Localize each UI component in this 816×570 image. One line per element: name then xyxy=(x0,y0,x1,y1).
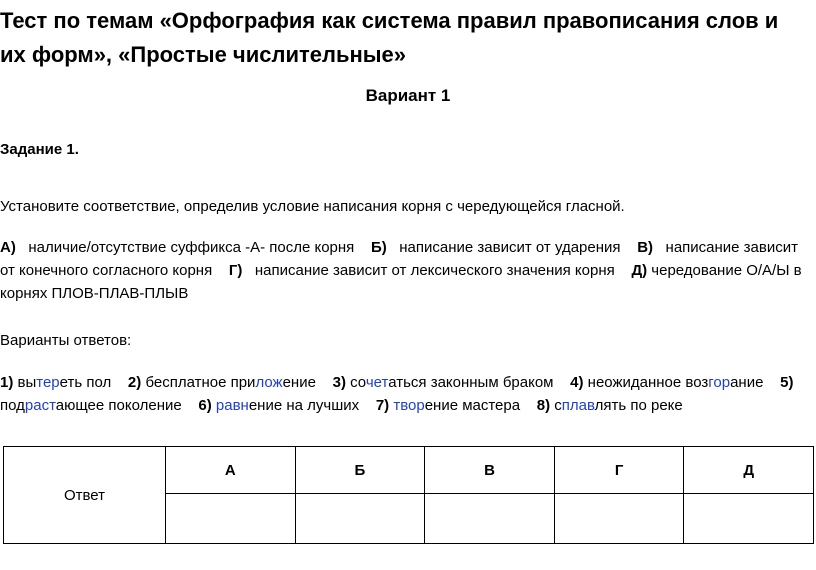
option-suffix: ение на лучших xyxy=(248,397,360,414)
option-root: лож xyxy=(255,374,283,391)
conditions-list xyxy=(0,236,816,305)
option-8 xyxy=(537,397,683,414)
page-title xyxy=(0,4,816,72)
option-suffix: ание xyxy=(730,374,764,391)
option-root: гор xyxy=(708,374,731,391)
option-1 xyxy=(0,374,111,391)
option-suffix: лять по реке xyxy=(594,397,683,414)
option-suffix: аться законным браком xyxy=(388,374,554,391)
condition-text: написание зависит от лексического значения корня xyxy=(254,262,615,279)
condition-letter: В) xyxy=(637,239,654,256)
option-prefix: неожиданное воз xyxy=(587,374,709,391)
title-line-1: Тест по темам «Орфография как система правил правописания слов и xyxy=(0,8,779,33)
column-header-b: Б xyxy=(295,447,425,494)
option-number: 6) xyxy=(198,397,212,414)
answer-cell-v[interactable] xyxy=(425,494,555,544)
option-number: 2) xyxy=(127,374,142,391)
condition-text: чередование О/А/Ы в корнях ПЛОВ-ПЛАВ-ПЛЫВ xyxy=(0,262,802,302)
task-heading: Задание 1. xyxy=(0,141,79,158)
option-2 xyxy=(128,374,316,391)
options-list xyxy=(0,371,816,417)
condition-letter: Г) xyxy=(228,262,243,279)
option-4 xyxy=(570,374,763,391)
option-prefix: со xyxy=(350,374,366,391)
option-suffix: ение мастера xyxy=(424,397,521,414)
option-prefix: с xyxy=(554,397,562,414)
condition-text: написание зависит от ударения xyxy=(399,239,621,256)
answer-cell-g[interactable] xyxy=(554,494,684,544)
answer-cell-a[interactable] xyxy=(166,494,296,544)
condition-b xyxy=(371,239,621,256)
condition-letter: А) xyxy=(0,239,16,256)
option-prefix: вы xyxy=(17,374,37,391)
option-suffix: еть пол xyxy=(59,374,112,391)
option-number: 7) xyxy=(375,397,390,414)
option-number: 8) xyxy=(536,397,551,414)
option-7 xyxy=(376,397,520,414)
option-prefix: под xyxy=(0,397,25,414)
option-prefix: бесплатное при xyxy=(145,374,256,391)
option-root: равн xyxy=(215,397,249,414)
variant-heading: Вариант 1 xyxy=(365,86,451,105)
answer-row-label: Ответ xyxy=(4,447,166,544)
answer-table xyxy=(3,446,814,544)
option-number: 1) xyxy=(0,374,14,391)
option-3 xyxy=(333,374,554,391)
column-header-v: В xyxy=(425,447,555,494)
option-root: чет xyxy=(365,374,389,391)
option-root: плав xyxy=(561,397,595,414)
option-root: тер xyxy=(36,374,60,391)
option-root: раст xyxy=(24,397,56,414)
answer-cell-d[interactable] xyxy=(684,494,814,544)
condition-text: наличие/отсутствие суффикса -А- после корня xyxy=(28,239,355,256)
column-header-a: А xyxy=(166,447,296,494)
option-root: твор xyxy=(393,397,425,414)
answer-cell-b[interactable] xyxy=(295,494,425,544)
column-header-g: Г xyxy=(554,447,684,494)
option-number: 5) xyxy=(780,374,794,391)
option-suffix: ение xyxy=(282,374,316,391)
condition-letter: Д) xyxy=(631,262,648,279)
option-suffix: ающее поколение xyxy=(55,397,182,414)
option-number: 4) xyxy=(570,374,584,391)
condition-letter: Б) xyxy=(370,239,387,256)
variants-heading: Варианты ответов: xyxy=(0,332,132,349)
option-6 xyxy=(198,397,359,414)
task-instruction: Установите соответствие, определив условие написания корня с чередующейся гласной. xyxy=(0,198,625,215)
title-line-2: их форм», «Простые числительные» xyxy=(0,42,407,67)
condition-g xyxy=(229,262,615,279)
condition-text: написание зависит от конечного согласного корня xyxy=(0,239,798,279)
condition-a xyxy=(0,239,354,256)
option-number: 3) xyxy=(332,374,346,391)
column-header-d: Д xyxy=(684,447,814,494)
